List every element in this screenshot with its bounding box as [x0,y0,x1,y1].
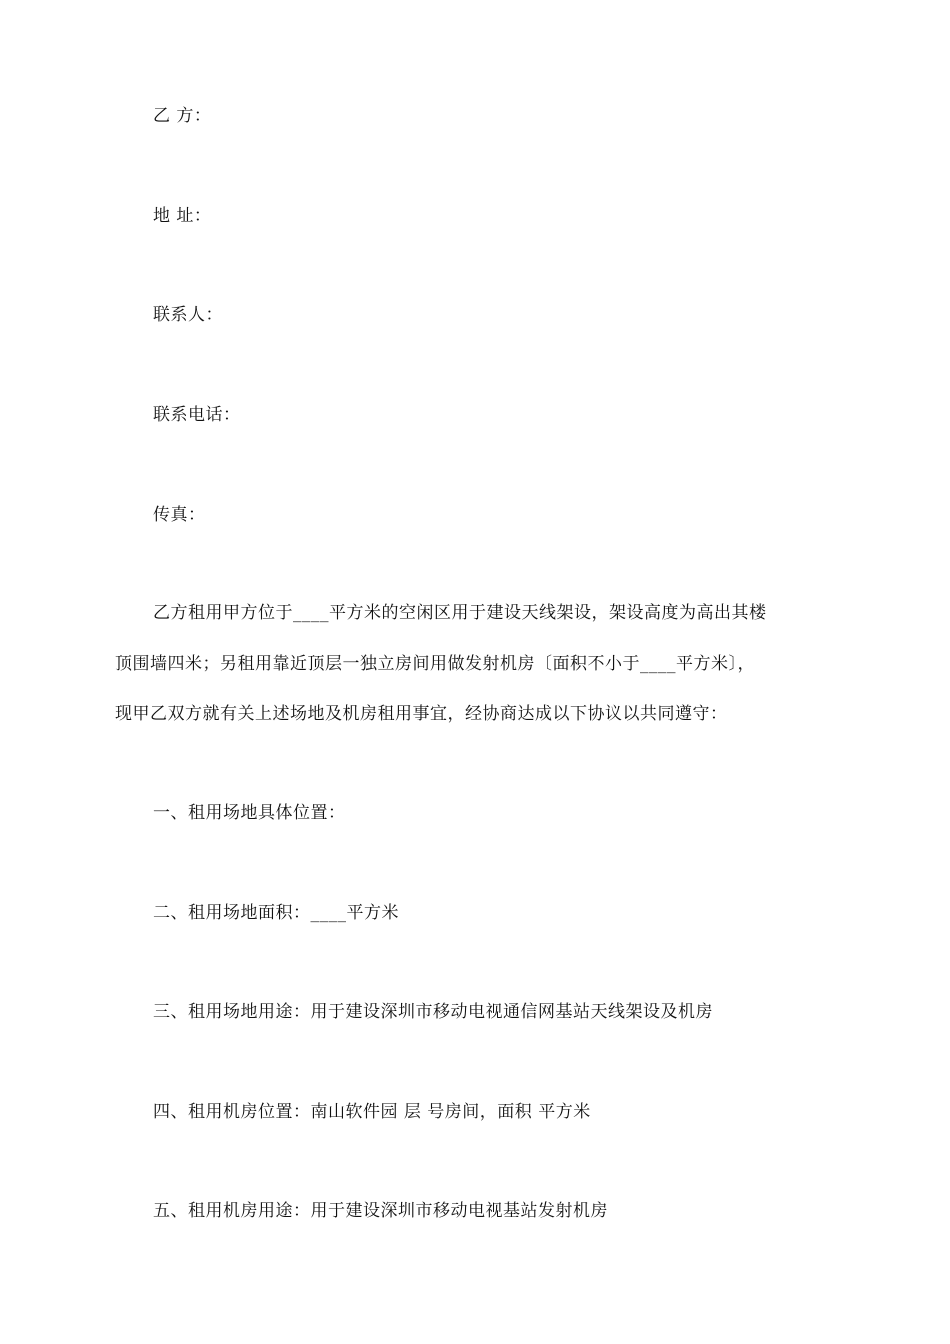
party-b-label: 乙 方： [153,106,212,126]
intro-line-1: 乙方租用甲方位于____平方米的空闲区用于建设天线架设，架设高度为高出其楼 [153,603,767,623]
fax-label: 传真： [153,505,206,525]
contact-label: 联系人： [153,305,223,325]
clause-2: 二、租用场地面积：____平方米 [153,903,399,923]
phone-label: 联系电话： [153,405,241,425]
clause-3: 三、租用场地用途：用于建设深圳市移动电视通信网基站天线架设及机房 [153,1002,713,1022]
clause-1: 一、租用场地具体位置： [153,803,346,823]
intro-line-3: 现甲乙双方就有关上述场地及机房租用事宜，经协商达成以下协议以共同遵守： [115,704,728,724]
clause-5: 五、租用机房用途：用于建设深圳市移动电视基站发射机房 [153,1201,608,1221]
clause-4: 四、租用机房位置：南山软件园 层 号房间，面积 平方米 [153,1102,591,1122]
intro-line-2: 顶围墙四米；另租用靠近顶层一独立房间用做发射机房〔面积不小于____平方米〕， [115,654,755,674]
address-label: 地 址： [153,206,212,226]
